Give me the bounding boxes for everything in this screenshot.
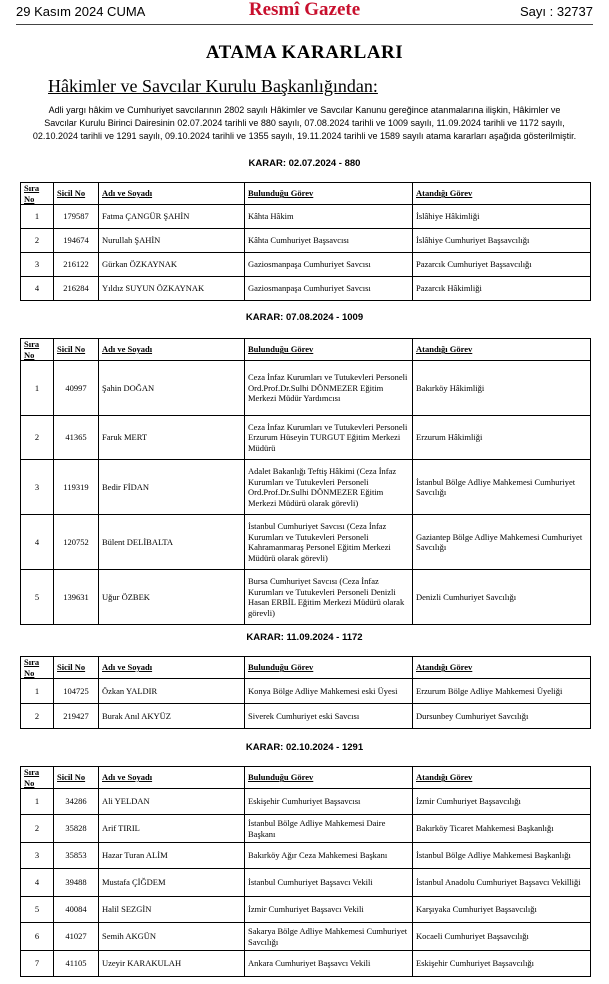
col-header-current: Bulunduğu Görev	[245, 657, 413, 679]
row-no: 3	[21, 460, 54, 515]
decision-table	[20, 182, 591, 301]
row-current: İzmir Cumhuriyet Başsavcı Vekili	[245, 897, 413, 923]
row-name: Fatma ÇANGÜR ŞAHİN	[99, 205, 245, 229]
gazette-header	[16, 0, 593, 25]
row-current: Kâhta Hâkim	[245, 205, 413, 229]
row-name: Faruk MERT	[99, 416, 245, 460]
decision-heading: KARAR: 11.09.2024 - 1172	[246, 632, 363, 643]
row-name: Yıldız SUYUN ÖZKAYNAK	[99, 277, 245, 301]
decision-heading: KARAR: 02.10.2024 - 1291	[245, 742, 364, 753]
decision-heading: KARAR: 07.08.2024 - 1009	[245, 312, 364, 323]
col-header-name: Adı ve Soyadı	[99, 657, 245, 679]
row-sicil: 35853	[54, 843, 99, 869]
row-assigned: Bakırköy Ticaret Mahkemesi Başkanlığı	[413, 815, 591, 843]
table-row	[21, 253, 591, 277]
col-header-current: Bulunduğu Görev	[245, 767, 413, 789]
row-name: Semih AKGÜN	[99, 923, 245, 951]
row-no: 4	[21, 277, 54, 301]
table-row	[21, 843, 591, 869]
intro-line: 02.10.2024 tarihli ve 1291 sayılı, 09.10.2024 tarihli ve 1355 sayılı, 19.11.2024 tarihli ve 1589 sayılı atama kararları aşağıda gösterilmiştir.	[32, 131, 577, 141]
row-current: Eskişehir Cumhuriyet Başsavcısı	[245, 789, 413, 815]
row-current: Gaziosmanpaşa Cumhuriyet Savcısı	[245, 277, 413, 301]
row-current: Ceza İnfaz Kurumları ve Tutukevleri Personeli Ord.Prof.Dr.Sulhi DÖNMEZER Eğitim Merkezi Müdür Yardımcısı	[245, 361, 413, 416]
intro-line: Adli yargı hâkim ve Cumhuriyet savcılarının 2802 sayılı Hâkimler ve Savcılar Kanunu gereğince atanmalarına ilişkin, Hâkimler ve	[48, 105, 561, 115]
row-sicil: 34286	[54, 789, 99, 815]
table-row	[21, 704, 591, 729]
row-no: 1	[21, 679, 54, 704]
row-sicil: 40997	[54, 361, 99, 416]
row-no: 5	[21, 570, 54, 625]
row-current: Konya Bölge Adliye Mahkemesi eski Üyesi	[245, 679, 413, 704]
row-assigned: Karşıyaka Cumhuriyet Başsavcılığı	[413, 897, 591, 923]
row-no: 1	[21, 789, 54, 815]
table-row	[21, 361, 591, 416]
row-assigned: Pazarcık Hâkimliği	[413, 277, 591, 301]
row-current: İstanbul Bölge Adliye Mahkemesi Daire Başkanı	[245, 815, 413, 843]
row-no: 6	[21, 923, 54, 951]
row-no: 4	[21, 869, 54, 897]
table-row	[21, 277, 591, 301]
row-assigned: İslâhiye Hâkimliği	[413, 205, 591, 229]
row-name: Mustafa ÇİĞDEM	[99, 869, 245, 897]
row-current: Sakarya Bölge Adliye Mahkemesi Cumhuriyet Savcılığı	[245, 923, 413, 951]
row-assigned: Erzurum Hâkimliği	[413, 416, 591, 460]
col-header-sicil: Sicil No	[54, 767, 99, 789]
col-header-assigned: Atandığı Görev	[413, 657, 591, 679]
table-row	[21, 815, 591, 843]
row-name: Ali YELDAN	[99, 789, 245, 815]
row-sicil: 219427	[54, 704, 99, 729]
row-no: 5	[21, 897, 54, 923]
row-current: Bakırköy Ağır Ceza Mahkemesi Başkanı	[245, 843, 413, 869]
row-current: Siverek Cumhuriyet eski Savcısı	[245, 704, 413, 729]
table-row	[21, 789, 591, 815]
row-no: 4	[21, 515, 54, 570]
row-sicil: 41105	[54, 951, 99, 977]
row-assigned: Pazarcık Cumhuriyet Başsavcılığı	[413, 253, 591, 277]
row-assigned: İstanbul Bölge Adliye Mahkemesi Başkanlığı	[413, 843, 591, 869]
row-sicil: 194674	[54, 229, 99, 253]
table-row	[21, 229, 591, 253]
row-no: 3	[21, 253, 54, 277]
issuing-authority: Hâkimler ve Savcılar Kurulu Başkanlığından:	[48, 76, 378, 96]
row-sicil: 104725	[54, 679, 99, 704]
table-header-row	[21, 767, 591, 789]
row-no: 1	[21, 205, 54, 229]
row-sicil: 35828	[54, 815, 99, 843]
row-name: Bedir FİDAN	[99, 460, 245, 515]
row-current: Adalet Bakanlığı Teftiş Hâkimi (Ceza İnfaz Kurumları ve Tutukevleri Personeli Ord.Prof.Dr.Sulhi DÖNMEZER Eğitim Merkezi Müdürü olarak görevli)	[245, 460, 413, 515]
col-header-current: Bulunduğu Görev	[245, 183, 413, 205]
decision-table	[20, 338, 591, 625]
row-current: Bursa Cumhuriyet Savcısı (Ceza İnfaz Kurumları ve Tutukevleri Personeli Denizli Hasan ERBİL Eğitim Merkezi Müdürü olarak görevli)	[245, 570, 413, 625]
row-name: Gürkan ÖZKAYNAK	[99, 253, 245, 277]
row-current: İstanbul Cumhuriyet Savcısı (Ceza İnfaz Kurumları ve Tutukevleri Personeli Kahramanmaraş Personel Eğitim Merkezi Müdürü olarak görevli)	[245, 515, 413, 570]
row-sicil: 216122	[54, 253, 99, 277]
row-no: 2	[21, 416, 54, 460]
gazette-title: Resmî Gazete	[248, 0, 361, 20]
row-name: Uğur ÖZBEK	[99, 570, 245, 625]
col-header-no: Sıra No	[21, 183, 54, 205]
row-no: 1	[21, 361, 54, 416]
issue-date: 29 Kasım 2024 CUMA	[16, 4, 146, 19]
row-name: Hazar Turan ALİM	[99, 843, 245, 869]
table-row	[21, 570, 591, 625]
row-assigned: Gaziantep Bölge Adliye Mahkemesi Cumhuriyet Savcılığı	[413, 515, 591, 570]
col-header-name: Adı ve Soyadı	[99, 767, 245, 789]
col-header-current: Bulunduğu Görev	[245, 339, 413, 361]
row-assigned: İzmir Cumhuriyet Başsavcılığı	[413, 789, 591, 815]
row-sicil: 216284	[54, 277, 99, 301]
row-no: 2	[21, 704, 54, 729]
col-header-no: Sıra No	[21, 657, 54, 679]
row-name: Burak Anıl AKYÜZ	[99, 704, 245, 729]
row-assigned: İstanbul Bölge Adliye Mahkemesi Cumhuriyet Savcılığı	[413, 460, 591, 515]
table-row	[21, 897, 591, 923]
row-sicil: 139631	[54, 570, 99, 625]
row-no: 7	[21, 951, 54, 977]
row-assigned: Dursunbey Cumhuriyet Savcılığı	[413, 704, 591, 729]
col-header-name: Adı ve Soyadı	[99, 339, 245, 361]
table-row	[21, 923, 591, 951]
table-header-row	[21, 339, 591, 361]
row-name: Halil SEZGİN	[99, 897, 245, 923]
row-no: 2	[21, 229, 54, 253]
intro-line: Savcılar Kurulu Birinci Dairesinin 02.07.2024 tarihli ve 880 sayılı, 07.08.2024 tarihli ve 1009 sayılı, 11.09.2024 tarihli ve 1172 sayılı,	[44, 118, 565, 128]
row-current: İstanbul Cumhuriyet Başsavcı Vekili	[245, 869, 413, 897]
row-assigned: Erzurum Bölge Adliye Mahkemesi Üyeliği	[413, 679, 591, 704]
table-header-row	[21, 657, 591, 679]
row-name: Uzeyir KARAKULAH	[99, 951, 245, 977]
decision-heading: KARAR: 02.07.2024 - 880	[248, 158, 361, 169]
row-name: Özkan YALDIR	[99, 679, 245, 704]
col-header-name: Adı ve Soyadı	[99, 183, 245, 205]
row-sicil: 39488	[54, 869, 99, 897]
row-assigned: Eskişehir Cumhuriyet Başsavcılığı	[413, 951, 591, 977]
row-no: 2	[21, 815, 54, 843]
table-row	[21, 679, 591, 704]
col-header-assigned: Atandığı Görev	[413, 339, 591, 361]
table-row	[21, 416, 591, 460]
row-sicil: 119319	[54, 460, 99, 515]
row-sicil: 120752	[54, 515, 99, 570]
row-no: 3	[21, 843, 54, 869]
row-current: Gaziosmanpaşa Cumhuriyet Savcısı	[245, 253, 413, 277]
table-row	[21, 869, 591, 897]
table-row	[21, 205, 591, 229]
row-assigned: Bakırköy Hâkimliği	[413, 361, 591, 416]
decision-table	[20, 766, 591, 977]
col-header-assigned: Atandığı Görev	[413, 183, 591, 205]
col-header-sicil: Sicil No	[54, 339, 99, 361]
row-assigned: İstanbul Anadolu Cumhuriyet Başsavcı Vekilliği	[413, 869, 591, 897]
col-header-sicil: Sicil No	[54, 657, 99, 679]
col-header-no: Sıra No	[21, 339, 54, 361]
table-row	[21, 951, 591, 977]
row-assigned: Kocaeli Cumhuriyet Başsavcılığı	[413, 923, 591, 951]
col-header-no: Sıra No	[21, 767, 54, 789]
document-title: ATAMA KARARLARI	[205, 42, 404, 63]
row-sicil: 41027	[54, 923, 99, 951]
row-name: Bülent DELİBALTA	[99, 515, 245, 570]
row-current: Ceza İnfaz Kurumları ve Tutukevleri Personeli Erzurum Hüseyin TURGUT Eğitim Merkezi Müdürü	[245, 416, 413, 460]
issue-number: Sayı : 32737	[520, 4, 593, 19]
row-sicil: 40084	[54, 897, 99, 923]
row-sicil: 41365	[54, 416, 99, 460]
table-header-row	[21, 183, 591, 205]
row-assigned: İslâhiye Cumhuriyet Başsavcılığı	[413, 229, 591, 253]
row-sicil: 179587	[54, 205, 99, 229]
row-name: Arif TIRIL	[99, 815, 245, 843]
col-header-assigned: Atandığı Görev	[413, 767, 591, 789]
decision-table	[20, 656, 591, 729]
row-current: Kâhta Cumhuriyet Başsavcısı	[245, 229, 413, 253]
table-row	[21, 515, 591, 570]
row-current: Ankara Cumhuriyet Başsavcı Vekili	[245, 951, 413, 977]
intro-paragraph	[18, 104, 591, 143]
row-name: Şahin DOĞAN	[99, 361, 245, 416]
table-row	[21, 460, 591, 515]
row-assigned: Denizli Cumhuriyet Savcılığı	[413, 570, 591, 625]
row-name: Nurullah ŞAHİN	[99, 229, 245, 253]
col-header-sicil: Sicil No	[54, 183, 99, 205]
